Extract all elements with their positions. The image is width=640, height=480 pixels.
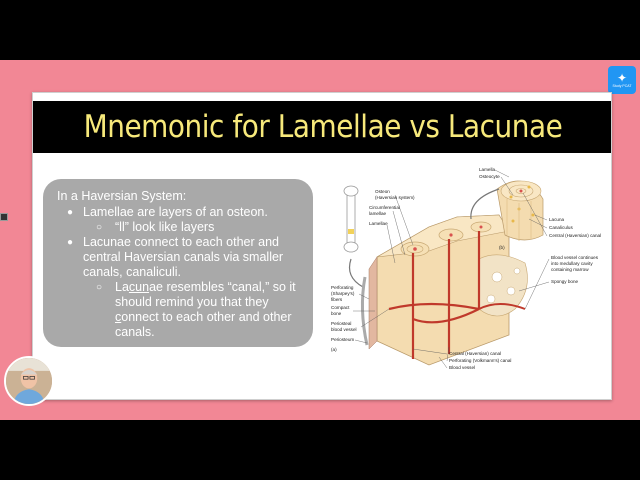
svg-text:Central (Haversian) canal: Central (Haversian) canal [449,351,502,356]
bone-block [362,215,527,365]
svg-text:Lamellae: Lamellae [369,221,388,226]
presenter-avatar [6,358,52,404]
svg-text:Compact: Compact [331,305,350,310]
logo-text: Study PCAT [612,83,632,88]
sub-bullet-circle-icon: ○ [95,282,103,293]
sub-bullet-layers [57,220,303,235]
svg-text:(b): (b) [499,245,505,250]
presenter-webcam [4,356,54,406]
bullet-lacunae [57,235,303,280]
svg-text:Central (Haversian) canal: Central (Haversian) canal [549,233,602,238]
title-bar [33,101,612,153]
svg-text:containing marrow: containing marrow [551,267,589,272]
svg-text:Perforating: Perforating [331,285,354,290]
svg-text:Osteon: Osteon [375,189,390,194]
svg-text:bone: bone [331,311,342,316]
svg-text:Osteocyte: Osteocyte [479,174,500,179]
svg-text:Periosteal: Periosteal [331,321,352,326]
svg-text:Circumferential: Circumferential [369,205,400,210]
bird-logo-icon: ✦ [616,70,628,85]
sub-bullet-text: “ll” look like layers [115,220,215,234]
svg-text:Perforating (Volkmann's) canal: Perforating (Volkmann's) canal [449,358,512,363]
slide-title: Mnemonic for Lamellae vs Lacunae [83,109,563,145]
svg-text:Blood vessel continues: Blood vessel continues [551,255,598,260]
svg-text:Blood vessel: Blood vessel [449,365,476,370]
svg-text:Periosteum: Periosteum [331,337,355,342]
svg-text:Lacuna: Lacuna [549,217,565,222]
svg-text:(Sharpey's): (Sharpey's) [331,291,355,296]
svg-text:blood vessel: blood vessel [331,327,357,332]
side-marker-icon [0,213,8,221]
svg-text:(Haversian system): (Haversian system) [375,195,415,200]
bullet-lamellae [57,205,303,220]
sub-bullet-text: Lacunae resembles “canal,” so it should remind you that they connect to each other and other canals. [115,280,296,339]
study-pcat-logo [608,66,636,94]
textbox-heading: In a Haversian System: [57,189,187,203]
svg-text:Lamella: Lamella [479,167,496,172]
svg-text:lamellae: lamellae [369,211,387,216]
letterbox-top [0,0,640,60]
svg-text:into medullary cavity: into medullary cavity [551,261,593,266]
svg-text:(a): (a) [331,347,337,352]
bullet-text: Lamellae are layers of an osteon. [83,205,268,219]
sub-bullet-circle-icon: ○ [95,222,103,233]
sub-bullet-canal [57,280,303,340]
long-bone-icon [344,186,358,252]
svg-text:fibers: fibers [331,297,343,302]
bullet-text: Lacunae connect to each other and central Haversian canals via smaller canals, canaliculi. [83,235,284,279]
bullet-dot-icon: ● [66,207,74,218]
bone-structure-diagram [329,159,609,399]
slide [32,92,612,400]
mnemonic-textbox [43,179,313,347]
compact-bone-illustration [329,159,609,399]
svg-text:Canaliculus: Canaliculus [549,225,573,230]
letterbox-bottom [0,420,640,480]
svg-text:Spongy bone: Spongy bone [551,279,579,284]
bullet-dot-icon: ● [66,237,74,248]
